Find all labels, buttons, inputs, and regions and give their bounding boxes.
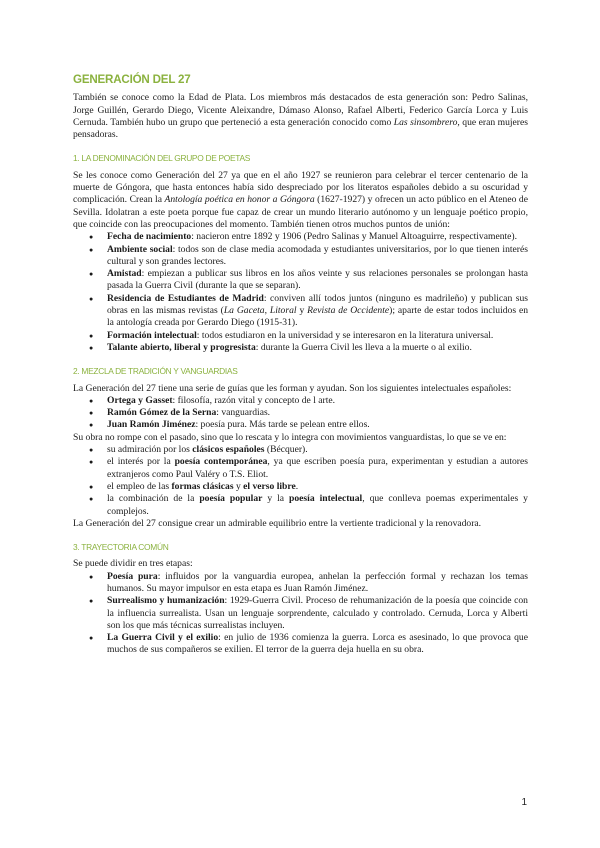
list-item: ● Amistad: empiezan a publicar sus libros en los años veinte y sus relaciones personales se prolongan hasta pasada la Guerra Civil (durante la que se separan). [73,268,528,293]
list-item: ● Ramón Gómez de la Serna: vanguardias. [73,407,528,419]
section-2-heading: 2. MEZCLA DE TRADICIÓN Y VANGUARDIAS [73,366,238,377]
list-item: ● Residencia de Estudiantes de Madrid: conviven allí todos juntos (ninguno es madrileño) y publican sus obras en las mismas revistas (La Gaceta, Litoral y Revista de Occidente); aparte de estar todos incluidos en la antología creada por Gerardo Diego (1915-31). [73,293,528,330]
list-item: ● Talante abierto, liberal y progresista: durante la Guerra Civil les lleva a la muerte o al exilio. [73,342,528,354]
list-item: ● Poesía pura: influidos por la vanguardia europea, anhelan la perfección formal y rechazan los temas humanos. Su mayor impulsor en esta etapa es Juan Ramón Jiménez. [73,571,528,596]
intro-paragraph: También se conoce como la Edad de Plata. Los miembros más destacados de esta generación son: Pedro Salinas, Jorge Guillén, Gerardo Diego, Vicente Aleixandre, Dámaso Alonso, Rafael Alberti, Federico García Lorca y Luis Cernuda. También hubo un grupo que perteneció a esta generación conocido como Las sinsombrero, que eran mujeres pensadoras. [73,92,528,141]
section-1-list [73,231,528,354]
list-item: ● su admiración por los clásicos españoles (Bécquer). [73,444,528,456]
list-item: ● La Guerra Civil y el exilio: en julio de 1936 comienza la guerra. Lorca es asesinado, lo que provoca que muchos de sus compañeros se exilien. El terror de la guerra deja huella en su obra. [73,632,528,657]
section-3-list [73,571,528,657]
list-item: ● el interés por la poesía contemporánea, ya que escriben poesía pura, experimentan y estudian a autores extranjeros como Paul Valéry o T.S. Eliot. [73,456,528,481]
list-item: ● Surrealismo y humanización: 1929-Guerra Civil. Proceso de rehumanización de la poesía que coincide con la influencia surrealista. Usan un lenguaje sorprendente, calculado y controlado. Cernuda, Lorca y Alberti son los que más técnicas surrealistas incluyen. [73,595,528,632]
section-2-guides-list [73,395,528,432]
section-2-features-list [73,444,528,518]
list-item: ● el empleo de las formas clásicas y el verso libre. [73,481,528,493]
section-2-paragraph-3: La Generación del 27 consigue crear un admirable equilibrio entre la vertiente tradicional y la renovadora. [73,517,482,529]
list-item: ● Ortega y Gasset: filosofía, razón vital y concepto de l arte. [73,395,528,407]
list-item: ● Formación intelectual: todos estudiaron en la universidad y se interesaron en la literatura universal. [73,330,528,342]
document-page [73,74,528,657]
section-1-heading: 1. LA DENOMINACIÓN DEL GRUPO DE POETAS [73,153,251,164]
section-1-paragraph: Se les conoce como Generación del 27 ya que en el año 1927 se reunieron para celebrar el tercer centenario de la muerte de Góngora, que hasta entonces había sido despreciado por los literatos españoles debido a su oscuridad y complicación. Crean la Antología poética en honor a Góngora (1627-1927) y ofrecen un acto público en el Ateneo de Sevilla. Idolatran a este poeta porque fue capaz de crear un mundo literario autónomo y un lenguaje poético propio, que coincide con las preocupaciones del momento. También tienen otros muchos puntos de unión: [73,169,528,230]
document-title: GENERACIÓN DEL 27 [73,73,191,86]
section-3-heading: 3. TRAYECTORIA COMÚN [73,542,169,553]
section-3-paragraph: Se puede dividir en tres etapas: [73,558,193,570]
list-item: ● la combinación de la poesía popular y la poesía intelectual, que conlleva poemas experimentales y complejos. [73,493,528,518]
list-item: ● Fecha de nacimiento: nacieron entre 1892 y 1906 (Pedro Salinas y Manuel Altoaguirre, respectivamente). [73,231,528,243]
list-item: ● Juan Ramón Jiménez: poesía pura. Más tarde se pelean entre ellos. [73,419,528,431]
list-item: ● Ambiente social: todos son de clase media acomodada y estudiantes universitarios, por lo que tienen interés cultural y son grandes lectores. [73,244,528,269]
section-2-paragraph-2: Su obra no rompe con el pasado, sino que lo rescata y lo integra con movimientos vanguardistas, lo que se ve en: [73,431,507,443]
section-2-paragraph-1: La Generación del 27 tiene una serie de guías que les forman y ayudan. Son los siguientes intelectuales españoles: [73,382,512,394]
page-number: 1 [521,797,527,808]
